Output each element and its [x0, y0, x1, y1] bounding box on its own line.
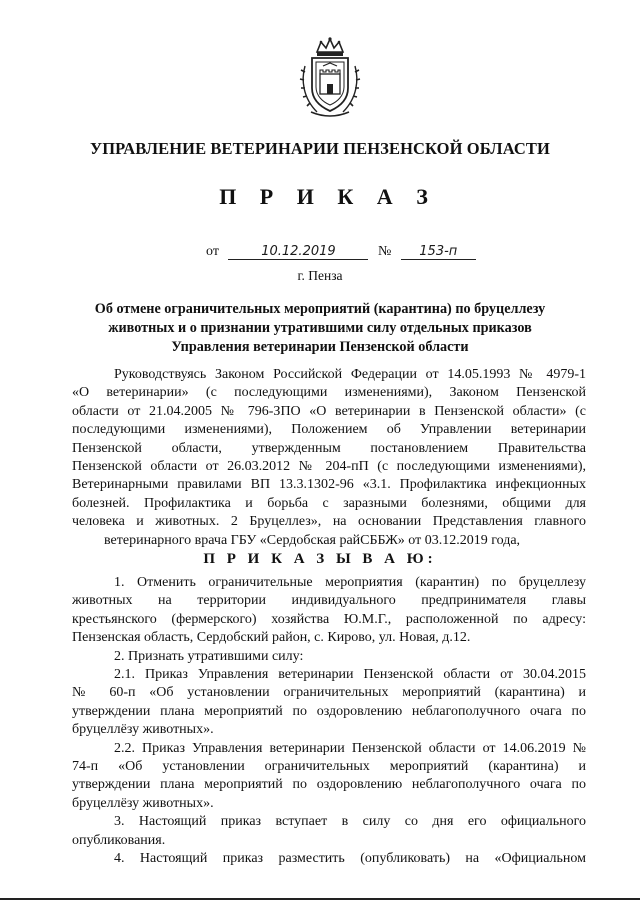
text-line: области от 21.04.2005 № 796-ЗПО «О ветеринарии в Пензенской области» (с	[72, 403, 586, 419]
text-line: Ветеринарными правилами ВП 13.3.1302-96 «3.1. Профилактика инфекционных	[72, 477, 586, 493]
text-line: последующими изменениями), Положением об Управлении ветеринарии	[72, 422, 586, 438]
text-line: животных на территории индивидуального предпринимателя главы	[72, 593, 586, 609]
title-line: животных и о признании утратившими силу отдельных приказов	[108, 320, 532, 336]
text-line: Пензенская область, Сердобский район, с. Кирово, ул. Новая, д.12.	[72, 630, 471, 646]
number-prefix: №	[377, 244, 392, 259]
date-prefix: от	[206, 244, 219, 259]
preamble-paragraph	[72, 366, 586, 550]
text-line: болезней. Профилактика и борьба с заразными болезнями, общими для	[72, 495, 586, 511]
text-line: Руководствуясь Законом Российской Федерации от 14.05.1993 № 4979-1	[114, 367, 586, 382]
text-line: ветеринарного врача ГБУ «Сердобская райСББЖ» от 03.12.2019 года,	[104, 532, 521, 548]
text-line: опубликования.	[72, 832, 166, 848]
text-line: 2.2. Приказ Управления ветеринарии Пензенской области от 14.06.2019 №	[114, 740, 586, 756]
order-items	[72, 574, 586, 868]
text-line: № 60-п «Об установлении ограничительных мероприятий (карантина) и	[72, 685, 586, 701]
coat-of-arms-icon	[297, 36, 363, 120]
text-line: 1. Отменить ограничительные мероприятия (карантин) по бруцеллезу	[114, 575, 586, 590]
text-line: 3. Настоящий приказ вступает в силу со дня его официального	[114, 814, 586, 830]
text-line: утверждении плана мероприятий по оздоровлению неблагополучного очага по	[72, 777, 586, 793]
text-line: бруцеллёзу животных».	[72, 795, 214, 811]
title-line: Об отмене ограничительных мероприятий (карантина) по бруцеллезу	[94, 301, 546, 317]
text-line: Пензенской области от 26.03.2012 № 204-пП (с последующими изменениями),	[72, 458, 586, 474]
text-line: «О ветеринарии» (с последующими изменениями), Законом Пензенской	[72, 385, 586, 401]
text-line: утверждении плана мероприятий по оздоровлению неблагополучного очага по	[72, 703, 586, 719]
title-line: Управления ветеринарии Пензенской области	[171, 339, 469, 355]
text-line: 2.1. Приказ Управления ветеринарии Пензенской области от 30.04.2015	[114, 666, 586, 682]
text-line: бруцеллёзу животных».	[72, 722, 214, 738]
order-number: 153-п	[401, 245, 476, 260]
document-type-heading: П Р И К А З	[219, 184, 437, 209]
agency-name: УПРАВЛЕНИЕ ВЕТЕРИНАРИИ ПЕНЗЕНСКОЙ ОБЛАСТИ	[90, 139, 550, 158]
order-title	[90, 300, 550, 357]
order-date: 10.12.2019	[228, 245, 368, 260]
text-line: 4. Настоящий приказ разместить (опубликовать) на «Официальном	[114, 850, 586, 866]
text-line: крестьянского (фермерского) хозяйства Ю.М.Г., расположенной по адресу:	[72, 611, 586, 627]
decree-heading: П Р И К А З Ы В А Ю:	[203, 551, 437, 567]
text-line: Пензенской области, утвержденным постановлением Правительства	[72, 440, 586, 456]
text-line: 74-п «Об установлении ограничительных мероприятий (карантина) и	[72, 758, 586, 774]
bottom-edge-rule	[0, 898, 640, 900]
text-line: человека и животных. 2 Бруцеллез», на основании Представления главного	[72, 514, 586, 530]
city-line: г. Пенза	[297, 268, 343, 283]
text-line: 2. Признать утратившими силу:	[114, 648, 304, 664]
date-number-line	[206, 244, 476, 260]
